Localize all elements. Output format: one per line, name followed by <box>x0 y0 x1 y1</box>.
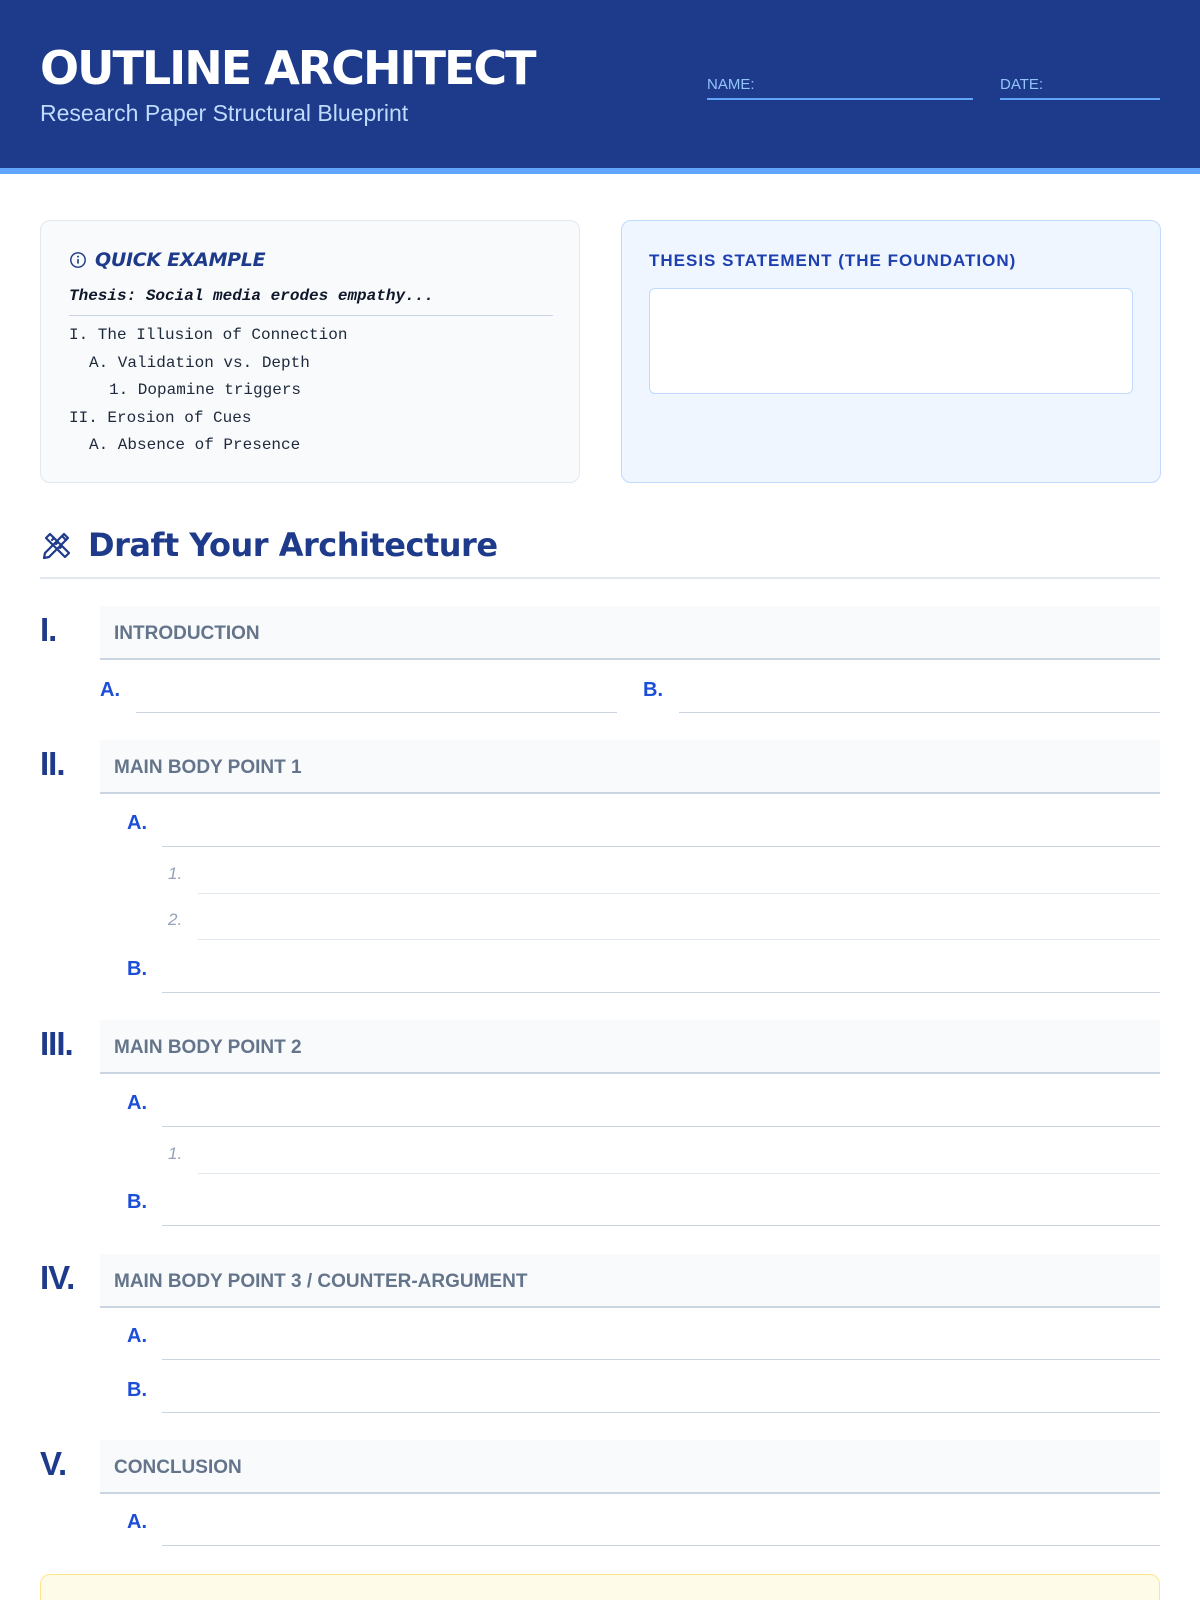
draft-heading <box>40 526 498 564</box>
section-numeral: I. <box>40 611 57 648</box>
quick-example-header <box>69 249 265 271</box>
page-subtitle: Research Paper Structural Blueprint <box>40 100 409 126</box>
pencil-ruler-icon <box>40 528 74 562</box>
example-line: I. The Illusion of Connection <box>69 326 348 344</box>
detail-line[interactable] <box>198 939 1160 940</box>
section-heading-field[interactable] <box>100 1020 1160 1074</box>
sub-point-line[interactable] <box>679 712 1160 713</box>
thesis-card <box>621 220 1161 483</box>
section-heading-field[interactable] <box>100 740 1160 794</box>
date-label: DATE: <box>1000 76 1044 93</box>
tip-note <box>40 1574 1160 1600</box>
sub-point-line[interactable] <box>162 1126 1160 1127</box>
sub-letter: A. <box>127 812 147 834</box>
thesis-label: THESIS STATEMENT (THE FOUNDATION) <box>649 251 1017 270</box>
section-label: INTRODUCTION <box>114 623 260 644</box>
section-numeral: IV. <box>40 1259 75 1296</box>
quick-example-card <box>40 220 580 483</box>
detail-number: 1. <box>168 864 183 883</box>
sub-point-line[interactable] <box>162 992 1160 993</box>
thesis-input[interactable] <box>649 288 1133 394</box>
section-label: MAIN BODY POINT 3 / COUNTER-ARGUMENT <box>114 1271 528 1292</box>
sub-letter: B. <box>127 1379 147 1401</box>
sub-point-line[interactable] <box>162 1412 1160 1413</box>
detail-line[interactable] <box>198 1173 1160 1174</box>
quick-example-title: QUICK EXAMPLE <box>95 249 266 271</box>
example-line: 1. Dopamine triggers <box>109 381 302 399</box>
page-header <box>0 0 1200 174</box>
example-line: A. Validation vs. Depth <box>89 353 310 372</box>
sub-point-line[interactable] <box>162 1545 1160 1546</box>
name-field[interactable] <box>707 73 973 100</box>
example-line: II. Erosion of Cues <box>69 408 252 427</box>
section-heading-field[interactable] <box>100 1440 1160 1494</box>
detail-number: 2. <box>168 910 183 929</box>
section-label: MAIN BODY POINT 2 <box>114 1037 302 1058</box>
section-numeral: III. <box>40 1025 73 1062</box>
name-label: NAME: <box>707 76 755 93</box>
info-icon <box>69 251 87 269</box>
example-thesis: Thesis: Social media erodes empathy... <box>69 287 553 316</box>
example-line: A. Absence of Presence <box>89 436 301 454</box>
sub-letter: A. <box>127 1511 147 1533</box>
sub-point-line[interactable] <box>162 1225 1160 1226</box>
section-label: MAIN BODY POINT 1 <box>114 757 302 778</box>
sub-letter: A. <box>127 1092 147 1114</box>
sub-point-line[interactable] <box>136 712 617 713</box>
date-field[interactable] <box>1000 73 1160 100</box>
section-numeral: V. <box>40 1445 67 1482</box>
sub-letter: A. <box>127 1325 147 1347</box>
sub-letter: B. <box>643 679 663 701</box>
section-heading-field[interactable] <box>100 606 1160 660</box>
section-heading-field[interactable] <box>100 1254 1160 1308</box>
detail-line[interactable] <box>198 893 1160 894</box>
section-divider <box>40 577 1160 579</box>
page-title: OUTLINE ARCHITECT <box>40 41 535 95</box>
sub-letter: B. <box>127 958 147 980</box>
draft-title: Draft Your Architecture <box>88 526 498 564</box>
sub-letter: B. <box>127 1191 147 1213</box>
section-label: CONCLUSION <box>114 1457 242 1478</box>
sub-letter: A. <box>100 679 120 701</box>
sub-point-line[interactable] <box>162 846 1160 847</box>
sub-point-line[interactable] <box>162 1359 1160 1360</box>
section-numeral: II. <box>40 745 65 782</box>
detail-number: 1. <box>168 1144 183 1163</box>
example-outline <box>69 322 347 460</box>
